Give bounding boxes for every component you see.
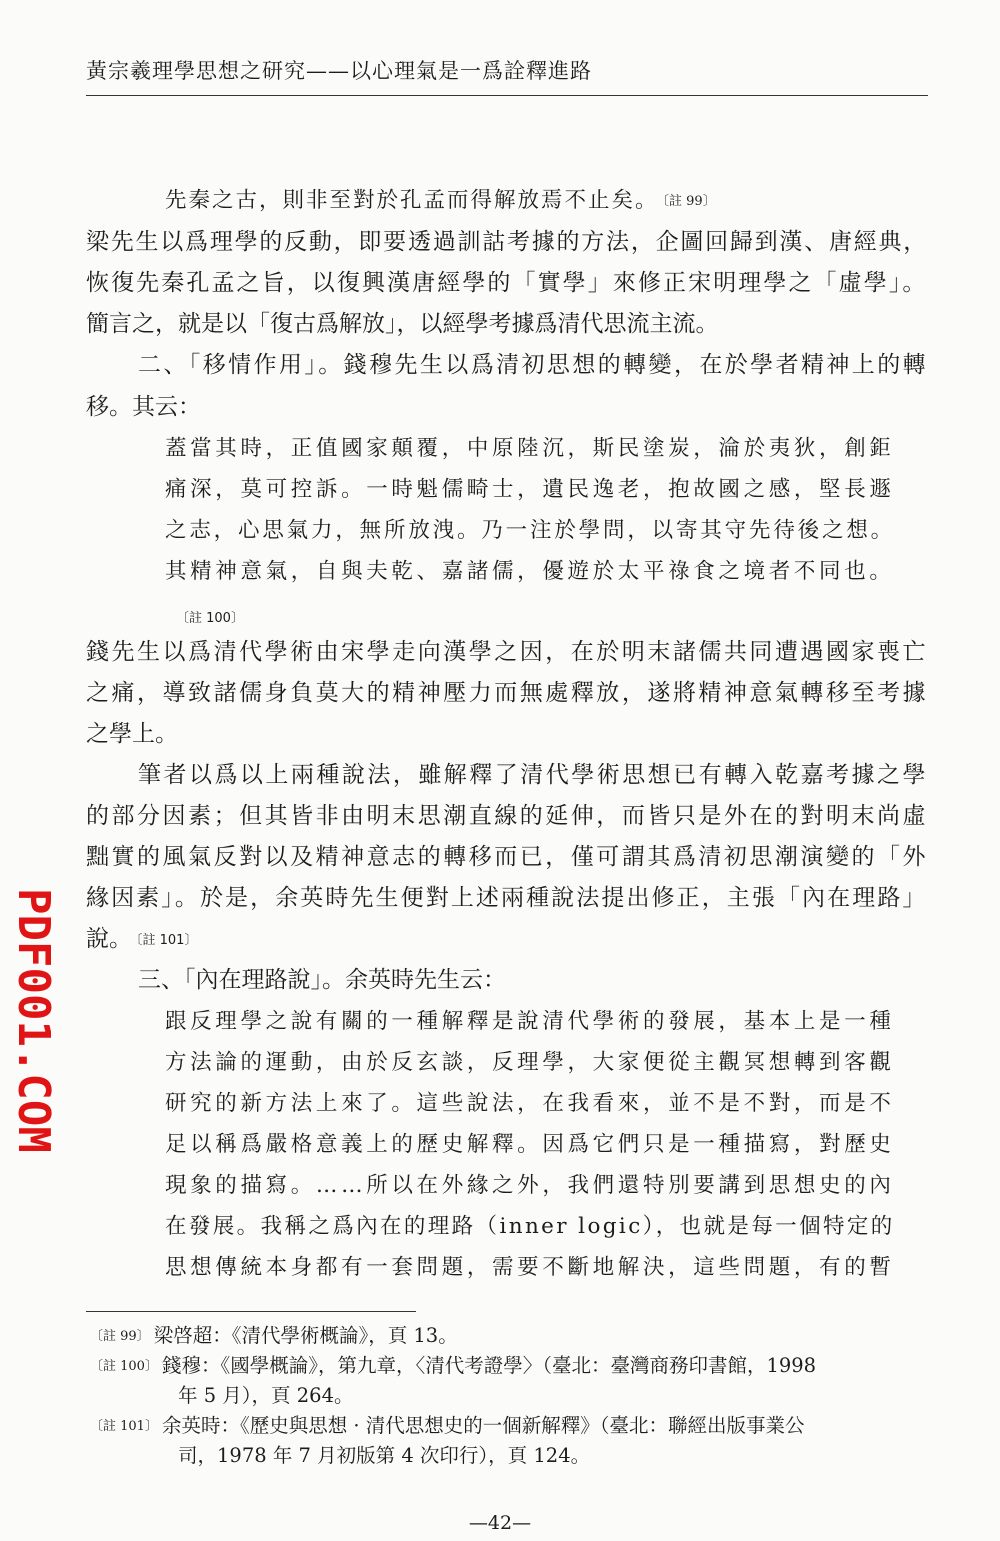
quote-line — [165, 1175, 895, 1197]
body-line — [86, 846, 928, 869]
header-rule — [86, 95, 928, 96]
body-line — [138, 764, 928, 787]
footnote-tag: 〔註 99〕 — [90, 1329, 150, 1344]
body-line — [138, 969, 506, 992]
quote-line — [165, 1011, 895, 1033]
footnote-marker: 〔註 99〕 — [662, 194, 716, 209]
line-text: 二、「移情作用」。錢穆先生以爲清初思想的轉變，在於學者精神上的轉 — [138, 352, 928, 378]
line-text: 的部分因素；但其皆非由明末思潮直線的延伸，而皆只是外在的對明末尚虛 — [86, 803, 928, 829]
line-text: 現象的描寫。……所以在外緣之外，我們還特別要講到思想史的內 — [165, 1173, 895, 1198]
line-text: 緣因素」。於是，余英時先生便對上述兩種說法提出修正，主張「內在理路」 — [86, 885, 928, 911]
footnote-line — [178, 1386, 353, 1406]
footnote-text: 梁啓超：《清代學術概論》，頁 13。 — [153, 1324, 458, 1347]
quote-line — [165, 438, 895, 460]
footnote-rule — [86, 1311, 416, 1312]
body-line — [86, 887, 928, 910]
quote-line — [165, 1257, 895, 1279]
footnote-text: 錢穆：《國學概論》，第九章，〈清代考證學〉（臺北：臺灣商務印書館，1998 — [161, 1354, 817, 1377]
line-text: 足以稱爲嚴格意義上的歷史解釋。因爲它們只是一種描寫，對歷史 — [165, 1132, 895, 1157]
note-ref-line — [172, 606, 244, 629]
line-text: 之志，心思氣力，無所放洩。乃一注於學問，以寄其守先待後之想。 — [165, 518, 896, 543]
footnote-tag: 〔註 101〕 — [90, 1419, 158, 1434]
body-line — [86, 641, 928, 664]
line-text: 痛深，莫可控訴。一時魁儒畸士，遺民逸老，抱故國之感，堅長遯 — [165, 477, 895, 502]
line-text: 恢復先秦孔孟之旨，以復興漢唐經學的「實學」來修正宋明理學之「虛學」。 — [86, 270, 928, 296]
line-text: 蓋當其時，正值國家顛覆，中原陸沉，斯民塗炭，淪於夷狄，創鉅 — [165, 436, 895, 461]
quote-line — [165, 1216, 895, 1238]
running-header: 黃宗羲理學思想之研究——以心理氣是一爲詮釋進路 — [86, 59, 592, 83]
footnote-marker: 〔註 101〕 — [136, 933, 198, 948]
body-line — [86, 928, 197, 951]
page-number: —42— — [468, 1512, 532, 1534]
watermark: PDF001.COM — [8, 888, 59, 1153]
footnote-line — [90, 1356, 816, 1376]
line-text: 說。 — [86, 926, 132, 952]
quote-line — [165, 1093, 895, 1115]
footnote-text: 余英時：《歷史與思想 · 清代思想史的一個新解釋》（臺北：聯經出版事業公 — [161, 1414, 805, 1437]
quote-line — [165, 520, 895, 542]
body-line — [138, 354, 928, 377]
line-text: 梁先生以爲理學的反動，即要透過訓詁考據的方法，企圖回歸到漢、唐經典， — [86, 229, 928, 255]
line-text: 思想傳統本身都有一套問題，需要不斷地解決，這些問題，有的暫 — [165, 1255, 895, 1280]
footnote-marker: 〔註 100〕 — [176, 611, 244, 626]
line-text: 移。其云： — [86, 394, 201, 420]
line-text: 黜實的風氣反對以及精神意志的轉移而已，僅可謂其爲清初思潮演變的「外 — [86, 844, 928, 870]
body-line — [86, 723, 178, 746]
line-text: 方法論的運動，由於反玄談，反理學，大家便從主觀冥想轉到客觀 — [165, 1050, 895, 1075]
footnote-text: 年 5 月），頁 264。 — [178, 1384, 354, 1407]
line-text: 錢先生以爲清代學術由宋學走向漢學之因，在於明末諸儒共同遭遇國家喪亡 — [86, 639, 928, 665]
quote-line — [165, 561, 895, 583]
footnote-line — [90, 1416, 805, 1436]
line-text: 簡言之，就是以「復古爲解放」，以經學考據爲清代思流主流。 — [86, 311, 719, 337]
line-text: 在發展。我稱之爲內在的理路（inner logic），也就是每一個特定的 — [165, 1214, 895, 1239]
quote-line — [165, 1052, 895, 1074]
body-line — [86, 396, 201, 419]
line-text: 先秦之古，則非至對於孔孟而得解放焉不止矣。 — [165, 188, 659, 213]
body-line — [86, 231, 928, 254]
footnote-line — [90, 1326, 458, 1346]
footnote-text: 司，1978 年 7 月初版第 4 次印行），頁 124。 — [178, 1444, 591, 1467]
line-text: 三、「內在理路說」。余英時先生云： — [138, 967, 506, 993]
line-text: 研究的新方法上來了。這些說法，在我看來，並不是不對，而是不 — [165, 1091, 895, 1116]
footnote-line — [178, 1446, 590, 1466]
footnote-tag: 〔註 100〕 — [90, 1359, 158, 1374]
quote-line — [165, 190, 716, 212]
body-line — [86, 313, 719, 336]
quote-line — [165, 1134, 895, 1156]
body-line — [86, 805, 928, 828]
line-text: 之學上。 — [86, 721, 178, 747]
quote-line — [165, 479, 895, 501]
line-text: 其精神意氣，自與夫乾、嘉諸儒，優遊於太平祿食之境者不同也。 — [165, 559, 895, 584]
body-line — [86, 272, 928, 295]
line-text: 之痛，導致諸儒身負莫大的精神壓力而無處釋放，遂將精神意氣轉移至考據 — [86, 680, 928, 706]
line-text: 跟反理學之說有關的一種解釋是說清代學術的發展，基本上是一種 — [165, 1009, 895, 1034]
body-line — [86, 682, 928, 705]
line-text: 筆者以爲以上兩種說法，雖解釋了清代學術思想已有轉入乾嘉考據之學 — [138, 762, 928, 788]
